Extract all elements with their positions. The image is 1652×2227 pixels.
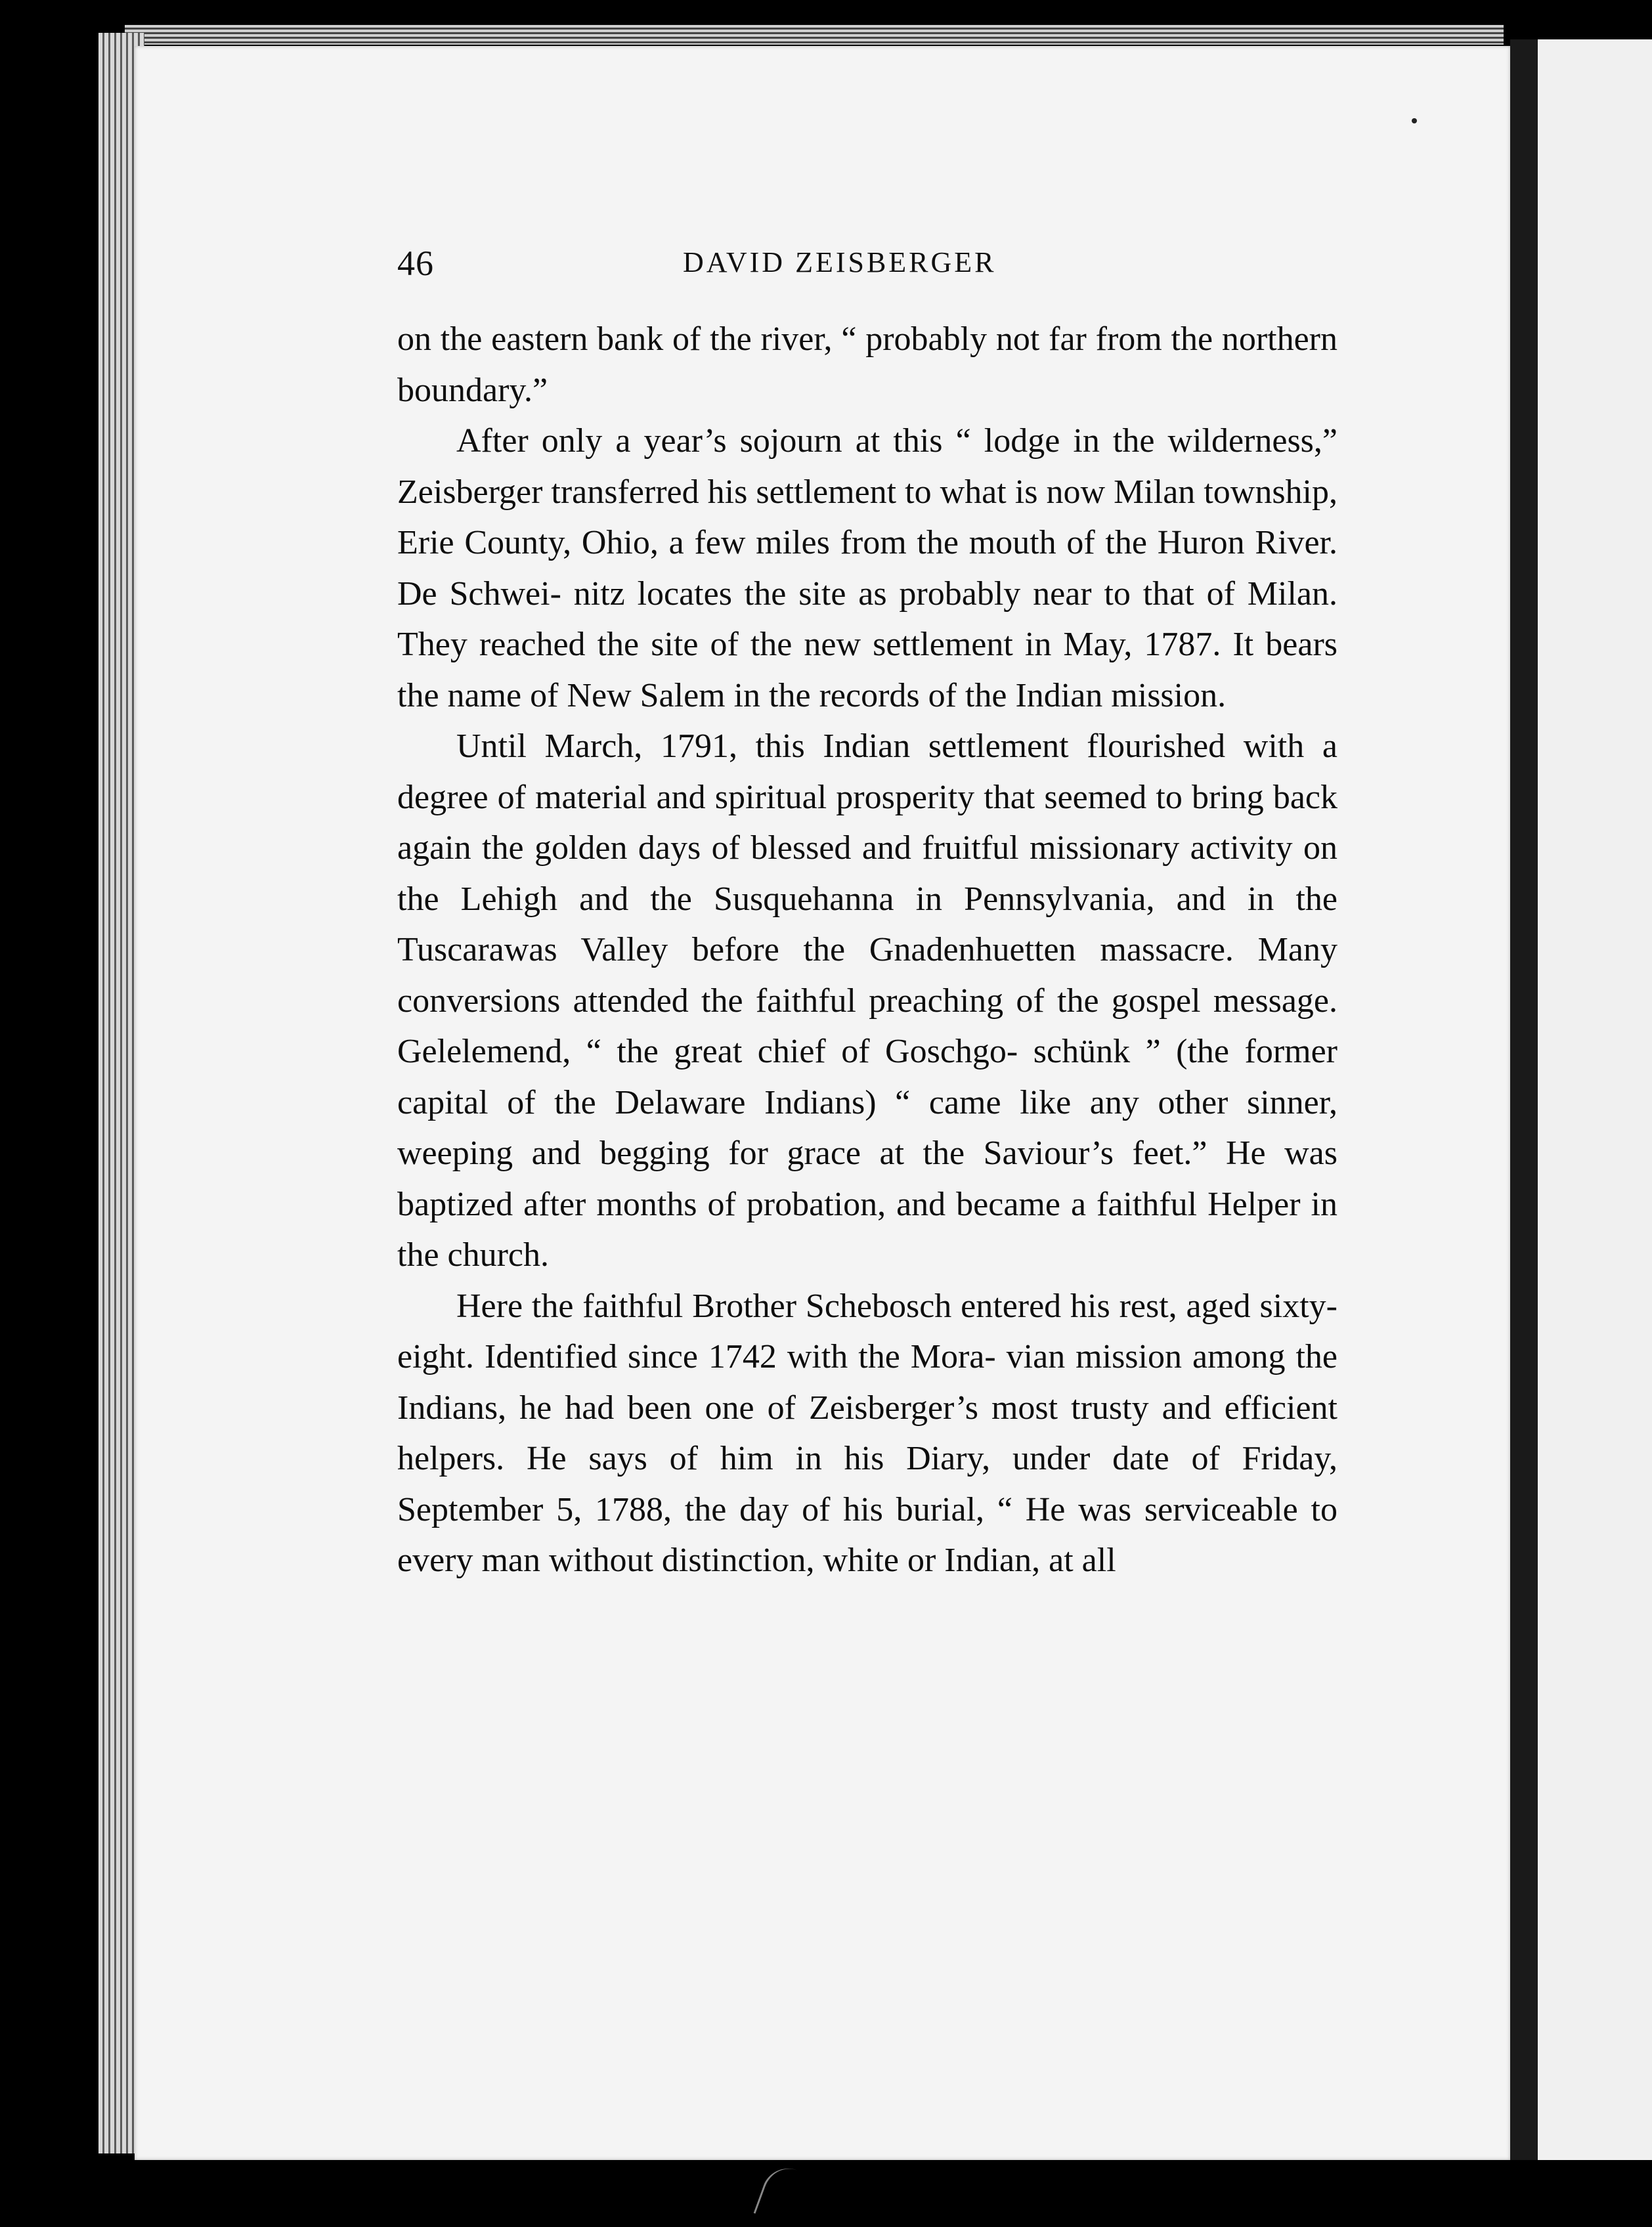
running-head <box>397 243 1339 289</box>
paragraph-prosperity: Until March, 1791, this Indian settlement flourished with a degree of material and spiritual prosperity that seemed to bring back again the golden days of blessed and fruitful missionary activity on the Lehigh and the Susquehanna in Pennsylvania, and in the Tuscarawas Valley before the Gnadenhuetten massacre. Many conversions attended the faithful preaching of the gospel message. Gelelemend, “ the great chief of Goschgo- schünk ” (the former capital of the Delaware Indians) “ came like any other sinner, weeping and begging for grace at the Saviour’s feet.” He was baptized after months of probation, and became a faithful Helper in the church. <box>397 727 1337 1274</box>
page-top-edge <box>125 25 1504 45</box>
page-number: 46 <box>397 244 434 283</box>
page-curl-mark <box>754 2161 812 2227</box>
body-text <box>397 314 1337 1586</box>
book-gutter <box>1510 39 1538 2160</box>
running-title: DAVID ZEISBERGER <box>683 246 997 278</box>
facing-page-edge <box>1538 39 1652 2160</box>
speck-mark <box>1412 118 1417 123</box>
paragraph-new-salem: After only a year’s sojourn at this “ lodge in the wilderness,” Zeisberger transferred his settlement to what is now Milan township, Erie County, Ohio, a few miles from the mouth of the Huron River. De Schwei- nitz locates the site as probably near to that of Milan. They reached the site of the new settlement in May, 1787. It bears the name of New Salem in the records of the Indian mission. <box>397 422 1337 714</box>
paragraph-schebosch: Here the faithful Brother Schebosch entered his rest, aged sixty-eight. Identified since 1742 with the Mora- vian mission among the Indians, he had been one of Zeisberger’s most trusty and efficient helpers. He says of him in his Diary, under date of Friday, September 5, 1788, the day of his burial, “ He was serviceable to every man without distinction, white or Indian, at all <box>397 1287 1337 1579</box>
paragraph-continuation: on the eastern bank of the river, “ probably not far from the northern boundary.” <box>397 320 1337 409</box>
